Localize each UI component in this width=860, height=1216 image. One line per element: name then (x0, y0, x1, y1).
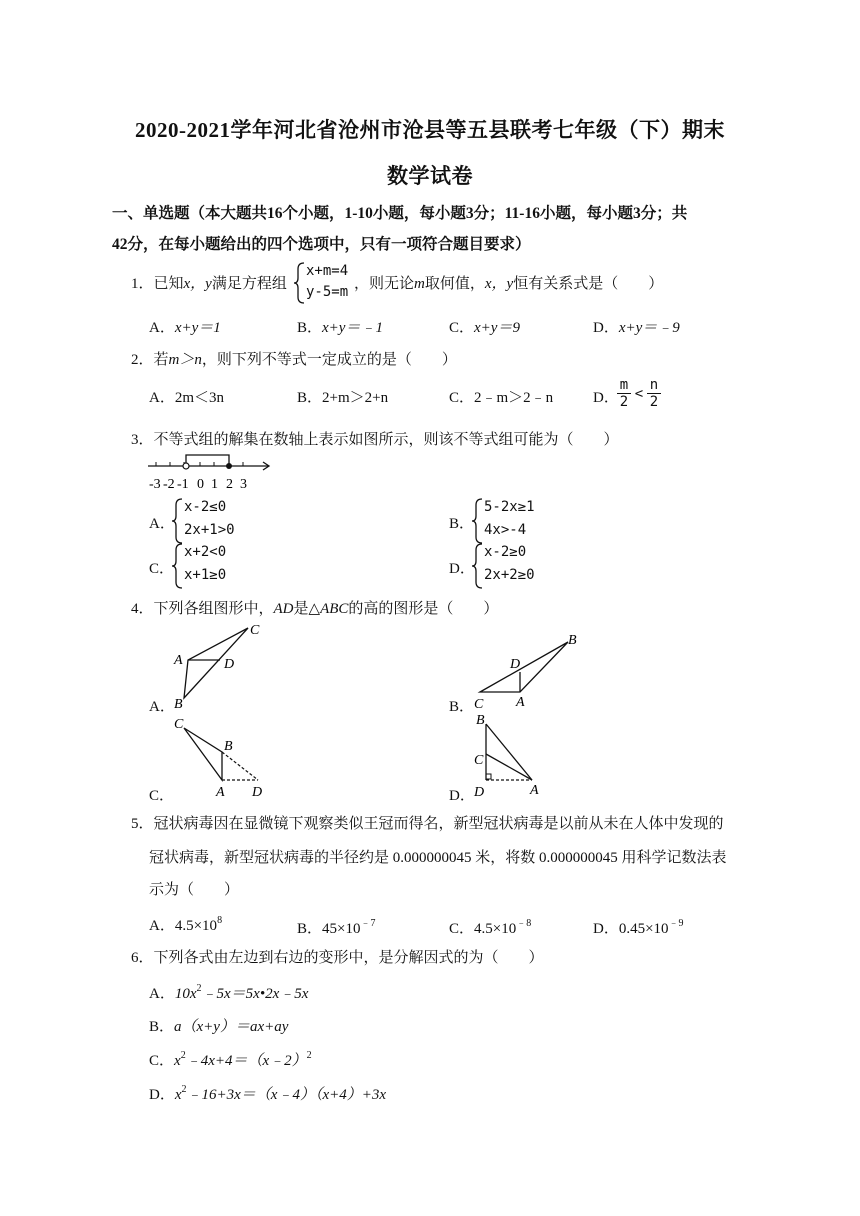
q3-option-c-label[interactable]: C． (149, 561, 175, 577)
svg-text:D: D (252, 785, 263, 800)
q1-eq-row2: y-5=m (306, 284, 349, 300)
q1-option-c[interactable]: C．x+y＝9 (449, 320, 520, 336)
q1-option-d[interactable]: D．x+y＝﹣9 (593, 320, 680, 336)
open-circle-icon (183, 463, 189, 469)
svg-text:A: A (216, 785, 225, 800)
brace-icon (472, 543, 484, 589)
brace-icon (172, 543, 184, 589)
axis-tick-label: 0 (197, 477, 204, 492)
q6-stem: 6．下列各式由左边到右边的变形中，是分解因式的为（ ） (131, 950, 544, 966)
axis-tick-label: 3 (240, 477, 247, 492)
q6-option-a[interactable]: A．$10x^2﹣5x=5x•2x﹣5x$ (149, 983, 309, 1002)
q2-option-a[interactable]: A．2m＜3n (149, 390, 225, 406)
q2-option-d[interactable]: D． (593, 390, 619, 406)
svg-text:D: D (510, 657, 521, 672)
q4-option-b-label[interactable]: B． (449, 699, 475, 715)
q4-option-b-figure[interactable] (468, 630, 588, 716)
q5-stem-line3: 示为（ ） (149, 882, 240, 898)
q3-option-b-system[interactable]: 5-2x≥1 4x>-4 (472, 498, 562, 544)
svg-text:A: A (516, 695, 525, 710)
q2-stem: 2．若m＞n，则下列不等式一定成立的是（ ） (131, 352, 457, 368)
exam-title-line1: 2020-2021学年河北省沧州市沧县等五县联考七年级（下）期末 (135, 118, 725, 142)
svg-text:A: A (530, 783, 539, 798)
q1-stem: 1．已知x，y满足方程组 (131, 276, 287, 292)
q6-option-b[interactable]: B．a（x+y）＝ax+ay (149, 1019, 289, 1035)
point-a-label: A (174, 653, 183, 668)
q1-option-b[interactable]: B．x+y＝﹣1 (297, 320, 383, 336)
q1-stem-rest: ，则无论m取何值，x，y恒有关系式是（ ） (354, 276, 664, 292)
q2-d-fraction-m-over-2: $\frac{m}{2}$ (617, 378, 631, 410)
axis-tick-label: -1 (177, 477, 189, 492)
q2-d-less-than: < (634, 386, 644, 402)
q4-option-c-figure[interactable] (168, 714, 278, 802)
q1-eq-row1: x+m=4 (306, 263, 349, 279)
q5-option-d[interactable]: D．$0.45\times 10^{﹣9}$ (593, 918, 684, 937)
q3-number-line (146, 452, 276, 496)
section-heading-line2: 42分，在每小题给出的四个选项中，只有一项符合题目要求） (112, 236, 531, 253)
q2-option-c[interactable]: C．2﹣m＞2﹣n (449, 390, 554, 406)
q3-option-a-system[interactable]: x-2≤0 2x+1>0 (172, 498, 262, 544)
svg-text:B: B (224, 739, 233, 754)
q4-option-a-label[interactable]: A． (149, 699, 175, 715)
q5-option-c[interactable]: C．$4.5\times 10^{﹣8}$ (449, 918, 532, 937)
axis-tick-label: 1 (211, 477, 218, 492)
brace-icon (294, 262, 306, 304)
svg-text:C: C (174, 717, 184, 732)
q2-option-b[interactable]: B．2+m＞2+n (297, 390, 389, 406)
q3-stem: 3．不等式组的解集在数轴上表示如图所示，则该不等式组可能为（ ） (131, 432, 619, 448)
brace-icon (172, 498, 184, 544)
q4-option-c-label[interactable]: C． (149, 788, 175, 804)
q4-option-d-label[interactable]: D． (449, 788, 475, 804)
q3-option-a-label[interactable]: A． (149, 516, 175, 532)
section-heading-line1: 一、单选题（本大题共16个小题，1-10小题，每小题3分；11-16小题，每小题3分；共 (112, 205, 688, 222)
axis-tick-label: -3 (149, 477, 161, 492)
q3-option-c-system[interactable]: x+2<0 x+1≥0 (172, 543, 262, 589)
q2-d-fraction-n-over-2: $\frac{n}{2}$ (647, 378, 661, 410)
svg-text:B: B (568, 633, 577, 648)
q4-option-d-figure[interactable] (468, 710, 578, 802)
brace-icon (472, 498, 484, 544)
point-b-label: B (174, 697, 183, 712)
q3-option-b-label[interactable]: B． (449, 516, 475, 532)
q5-stem-line2: 冠状病毒，新型冠状病毒的半径约是 0.000000045 米，将数 0.000000045 用科学记数法表 (149, 850, 727, 866)
q6-option-d[interactable]: D．$x^2﹣16+3x=(x﹣4)(x+4)+3x$ (149, 1084, 387, 1103)
svg-text:B: B (476, 713, 485, 728)
q1-option-a[interactable]: A．x+y＝1 (149, 320, 221, 336)
q6-option-c[interactable]: C．$x^2﹣4x+4=(x﹣2)^2$ (149, 1050, 312, 1069)
svg-text:D: D (474, 785, 485, 800)
q3-option-d-label[interactable]: D． (449, 561, 475, 577)
q5-option-b[interactable]: B．$45\times 10^{﹣7}$ (297, 918, 376, 937)
q4-option-a-figure[interactable] (168, 618, 278, 716)
filled-circle-icon (226, 463, 232, 469)
q5-stem-line1: 5．冠状病毒因在显微镜下观察类似王冠而得名，新型冠状病毒是以前从未在人体中发现的 (131, 816, 724, 832)
q5-option-a[interactable]: A．$4.5\times 10^8$ (149, 915, 223, 934)
point-c-label: C (250, 623, 260, 638)
point-d-label: D (224, 657, 235, 672)
axis-tick-label: 2 (226, 477, 233, 492)
exam-title-line2: 数学试卷 (387, 164, 473, 188)
q3-option-d-system[interactable]: x-2≥0 2x+2≥0 (472, 543, 562, 589)
svg-text:C: C (474, 753, 484, 768)
svg-text:C: C (474, 697, 484, 712)
axis-tick-label: -2 (163, 477, 175, 492)
q4-stem: 4．下列各组图形中，AD是△ABC的高的图形是（ ） (131, 601, 499, 617)
